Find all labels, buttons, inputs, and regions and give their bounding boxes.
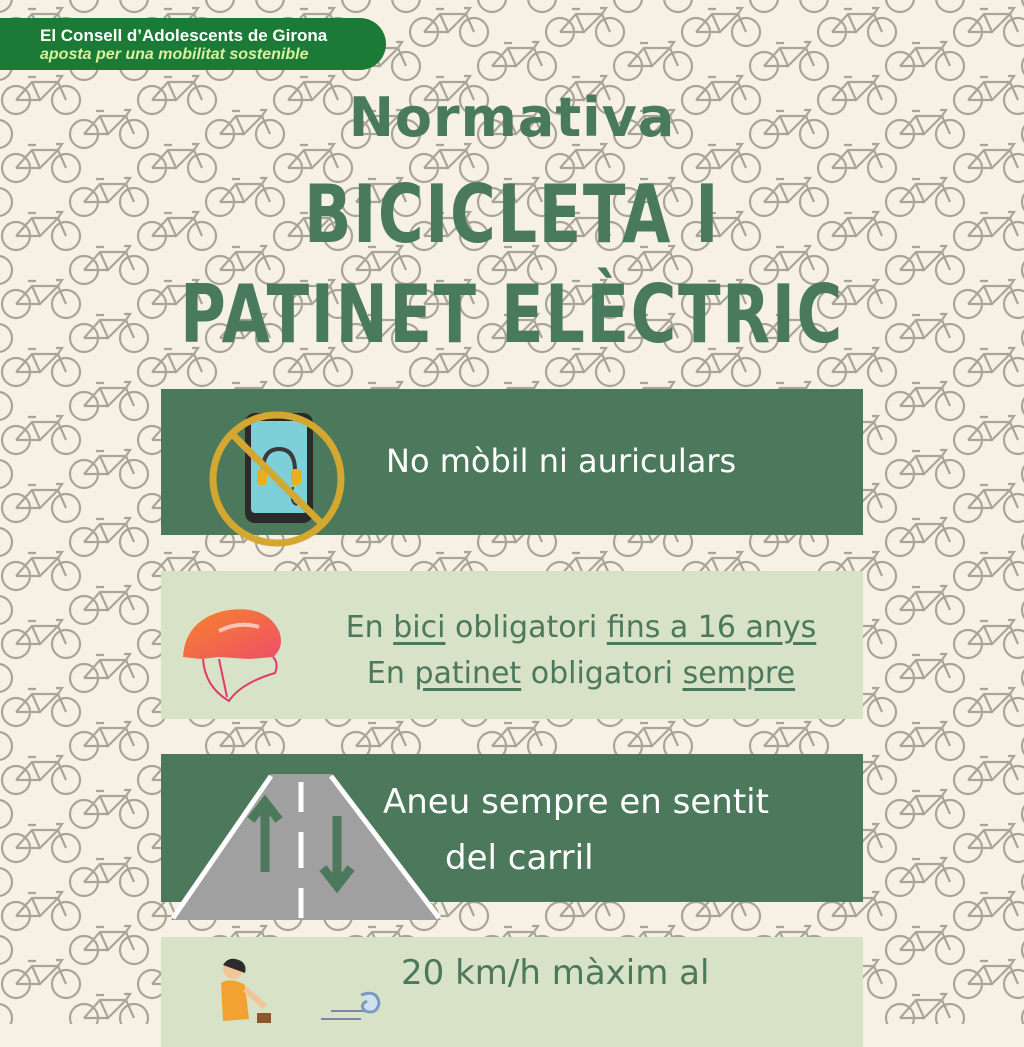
organization-name: El Consell d’Adolescents de Girona bbox=[40, 26, 328, 45]
rule-text-lane-line1: Aneu sempre en sentit bbox=[383, 782, 769, 822]
rule-card-no-phone bbox=[161, 389, 863, 535]
page-title-line1: BICICLETA I bbox=[303, 168, 721, 261]
rule-text-helmet-line2 bbox=[301, 651, 861, 697]
text-segment-underlined: sempre bbox=[682, 656, 796, 691]
helmet-icon bbox=[179, 603, 299, 707]
text-segment: En bbox=[366, 656, 415, 691]
no-phone-headphones-icon bbox=[209, 411, 345, 547]
rule-text-no-phone: No mòbil ni auriculars bbox=[386, 442, 737, 480]
text-segment-underlined: fins a 16 anys bbox=[606, 610, 817, 645]
organization-slogan: aposta per una mobilitat sostenible bbox=[40, 46, 309, 63]
text-segment: En bbox=[345, 610, 394, 645]
rule-text-lane-line2: del carril bbox=[445, 838, 594, 878]
rule-text-speed: 20 km/h màxim al bbox=[401, 953, 710, 993]
page-title-small: Normativa bbox=[348, 86, 676, 149]
text-segment: obligatori bbox=[445, 610, 607, 645]
rule-card-helmet bbox=[161, 571, 863, 719]
text-segment-underlined: bici bbox=[393, 610, 446, 645]
rule-card-speed bbox=[161, 937, 863, 1047]
rule-text-helmet-line1 bbox=[301, 605, 861, 651]
rule-card-lane bbox=[161, 754, 863, 902]
cyclist-icon bbox=[201, 955, 391, 1047]
rule-text-lane bbox=[383, 774, 769, 886]
organization-badge bbox=[0, 18, 386, 70]
rule-text-helmet bbox=[301, 605, 861, 697]
page-title-line2: PATINET ELÈCTRIC bbox=[180, 268, 844, 361]
text-segment: obligatori bbox=[521, 656, 683, 691]
text-segment-underlined: patinet bbox=[414, 656, 522, 691]
